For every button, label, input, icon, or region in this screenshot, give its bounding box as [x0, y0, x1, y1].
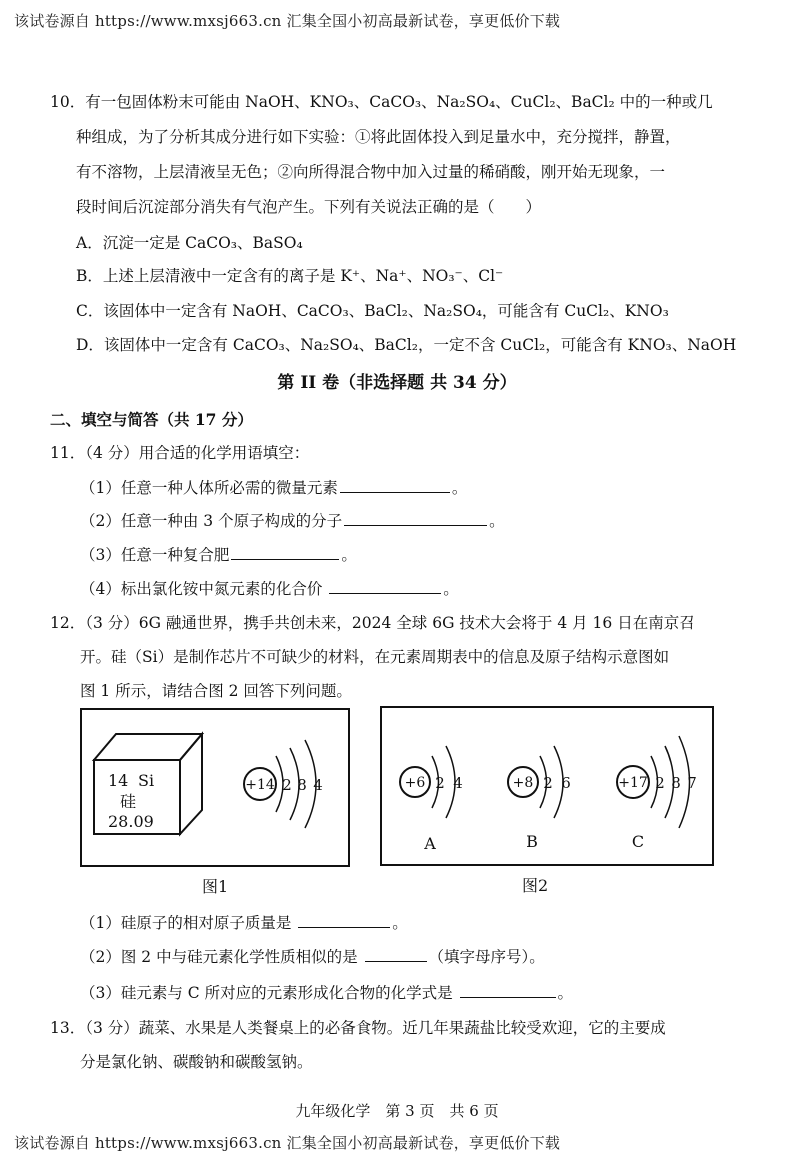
element-mass: 28.09 — [108, 812, 154, 831]
q11-item-2 — [80, 511, 505, 531]
part2-heading: 二、填空与简答（共 17 分） — [50, 410, 253, 429]
shell-electrons: 2 — [282, 776, 292, 794]
q10-line: 段时间后沉淀部分消失有气泡产生。下列有关说法正确的是（ ） — [76, 198, 542, 216]
q10-line: 10．有一包固体粉末可能由 NaOH、KNO₃、CaCO₃、Na₂SO₄、CuCl₂、BaCl₂ 中的一种或几 — [50, 93, 713, 111]
q12-line: 图 1 所示，请结合图 2 回答下列问题。 — [80, 682, 352, 700]
nucleus-charge: +14 — [245, 777, 275, 793]
shell-electrons: 8 — [671, 774, 681, 792]
q13-line: 13．（3 分）蔬菜、水果是人类餐桌上的必备食物。近几年果蔬盐比较受欢迎，它的主要成 — [50, 1019, 666, 1037]
q10-option-d: D．该固体中一定含有 CaCO₃、Na₂SO₄、BaCl₂，一定不含 CuCl₂，可能含有 KNO₃、NaOH — [76, 336, 737, 354]
watermark-bottom: 该试卷源自 https://www.mxsj663.cn 汇集全国小初高最新试卷，享更低价下载 — [14, 1134, 561, 1152]
q11-item-end: 。 — [451, 479, 468, 497]
q12-line: 开。硅（Si）是制作芯片不可缺少的材料，在元素周期表中的信息及原子结构示意图如 — [80, 648, 670, 666]
q10-option-c: C．该固体中一定含有 NaOH、CaCO₃、BaCl₂、Na₂SO₄，可能含有 CuCl₂、KNO₃ — [76, 302, 669, 320]
q11-item-end: 。 — [489, 512, 505, 530]
q12-question-text: （3）硅元素与 C 所对应的元素形成化合物的化学式是 — [80, 984, 458, 1002]
element-name: 硅 — [120, 792, 137, 811]
q12-question-2 — [80, 947, 545, 967]
q12-line: 12．（3 分）6G 融通世界，携手共创未来，2024 全球 6G 技术大会将于 4 月 16 日在南京召 — [50, 614, 695, 632]
q11-item-text: （4）标出氯化铵中氮元素的化合价 — [80, 580, 328, 598]
q11-item-3 — [80, 545, 357, 565]
answer-blank[interactable] — [340, 478, 450, 493]
element-symbol: Si — [138, 771, 155, 790]
watermark-top: 该试卷源自 https://www.mxsj663.cn 汇集全国小初高最新试卷，享更低价下载 — [14, 12, 561, 30]
answer-blank[interactable] — [329, 579, 441, 594]
nucleus-charge: +6 — [404, 775, 426, 791]
q12-question-1 — [80, 913, 408, 933]
q11-item-end: 。 — [443, 580, 459, 598]
q10-line: 有不溶物，上层清液呈无色；②向所得混合物中加入过量的稀硝酸，刚开始无现象，一 — [76, 163, 666, 181]
q12-question-end: （填字母序号）。 — [428, 948, 545, 966]
shell-electrons: 4 — [453, 774, 463, 792]
q11-item-1 — [80, 478, 467, 498]
shell-electrons: 6 — [561, 774, 571, 792]
q12-question-end: 。 — [392, 914, 408, 932]
figure-1-caption: 图1 — [202, 877, 229, 896]
q10-option-a: A．沉淀一定是 CaCO₃、BaSO₄ — [76, 234, 303, 252]
shell-electrons: 2 — [435, 774, 445, 792]
q11-item-text: （1）任意一种人体所必需的微量元素 — [80, 479, 338, 497]
q12-question-text: （2）图 2 中与硅元素化学性质相似的是 — [80, 948, 363, 966]
atom-c — [617, 736, 697, 851]
q10-line: 种组成，为了分析其成分进行如下实验：①将此固体投入到足量水中，充分搅拌，静置， — [76, 128, 681, 146]
q12-question-text: （1）硅原子的相对原子质量是 — [80, 914, 297, 932]
q12-question-end: 。 — [557, 984, 574, 1002]
nucleus-charge: +17 — [618, 775, 648, 791]
q11-item-end: 。 — [341, 546, 357, 564]
figure-2-caption: 图2 — [522, 876, 549, 895]
q13-line: 分是氯化钠、碳酸钠和碳酸氢钠。 — [80, 1053, 313, 1071]
q10-option-b: B．上述上层清液中一定含有的离子是 K⁺、Na⁺、NO₃⁻、Cl⁻ — [76, 267, 504, 285]
page-footer: 九年级化学 第 3 页 共 6 页 — [295, 1102, 499, 1120]
answer-blank[interactable] — [460, 983, 556, 998]
atom-a — [400, 746, 463, 853]
atom-label: C — [631, 832, 645, 851]
q11-stem: 11．（4 分）用合适的化学用语填空： — [50, 444, 310, 462]
shell-electrons: 2 — [543, 774, 553, 792]
answer-blank[interactable] — [298, 913, 390, 928]
shell-electrons: 7 — [687, 774, 697, 792]
element-atomic-number: 14 — [108, 771, 129, 790]
q12-question-3 — [80, 983, 573, 1003]
figure-2 — [380, 706, 714, 866]
shell-electrons: 8 — [297, 776, 307, 794]
answer-blank[interactable] — [344, 511, 487, 526]
answer-blank[interactable] — [231, 545, 339, 560]
answer-blank[interactable] — [365, 947, 427, 962]
q11-item-4 — [80, 579, 459, 599]
q11-item-text: （2）任意一种由 3 个原子构成的分子 — [80, 512, 343, 530]
q11-item-text: （3）任意一种复合肥 — [80, 546, 230, 564]
section-title: 第 II 卷（非选择题 共 34 分） — [277, 373, 517, 393]
shell-electrons: 4 — [313, 776, 323, 794]
atom-b — [508, 746, 571, 851]
figure-1 — [80, 708, 350, 868]
shell-electrons: 2 — [655, 774, 665, 792]
atom-label: A — [424, 834, 436, 853]
nucleus-charge: +8 — [512, 775, 534, 791]
atom-label: B — [526, 832, 538, 851]
